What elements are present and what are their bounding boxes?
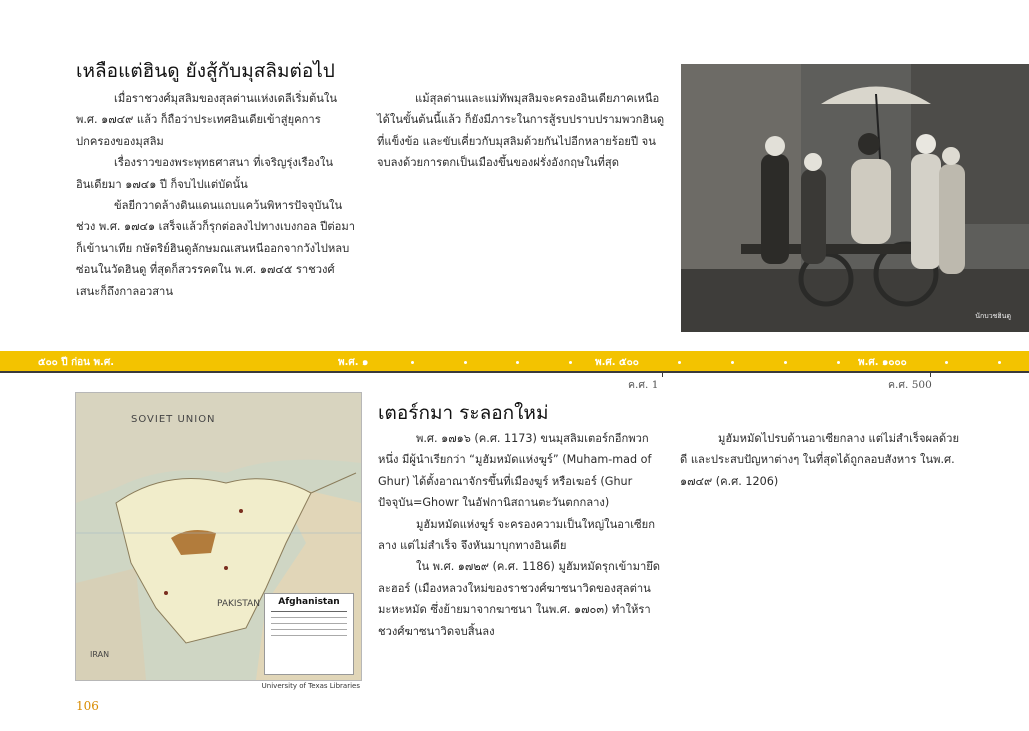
timeline-dot — [837, 361, 840, 364]
photo-caption: นักบวชฮินดู — [975, 312, 1011, 320]
paragraph: มูฮัมหมัดแห่งฆูร์ จะครองความเป็นใหญ่ในอาเซียกลาง แต่ไม่สำเร็จ จึงหันมาบุกทางอินเดีย — [378, 517, 655, 553]
map-iran-label: IRAN — [90, 650, 110, 659]
map-legend — [264, 593, 354, 675]
map-soviet-label: SOVIET UNION — [131, 414, 216, 425]
map-caption: University of Texas Libraries — [261, 682, 360, 690]
bottom-right-column — [680, 428, 960, 492]
timeline-dot — [569, 361, 572, 364]
timeline-dot — [678, 361, 681, 364]
timeline-dot — [945, 361, 948, 364]
paragraph: พ.ศ. ๑๗๑๖ (ค.ศ. 1173) ขนมุสลิมเตอร์กอีกพวกหนึ่ง มีผู้นำเรียกว่า “มูฮัมหมัดแห่งฆูร์” (Muham-mad of Ghur) ได้ตั้งอาณาจักรขึ้นที่เมืองฆูร์ หรือเฆอร์ (Ghur ปัจจุบัน=Ghowr ในอัฟกานิสถานตะวันตกกลาง) — [378, 432, 652, 510]
map-pakistan-label: PAKISTAN — [217, 599, 260, 609]
paragraph: เมื่อราชวงศ์มุสลิมของสุลต่านแห่งเดลีเริ่มต้นใน พ.ศ. ๑๗๔๙ แล้ว ก็ถือว่าประเทศอินเดียเข้าสู่ยุคการปกครองของมุสลิม — [76, 92, 338, 148]
ce-label-500: ค.ศ. 500 — [888, 379, 932, 391]
paragraph: แม้สุลต่านและแม่ทัพมุสลิมจะครองอินเดียภาคเหนือได้ในขั้นต้นนี้แล้ว ก็ยังมีภาระในการสู้รบปราบปรามพวกฮินดูที่แข็งข้อ และขับเคี่ยวกับมุสลิมด้วยกันไปอีกหลายร้อยปี จนจบลงด้วยการตกเป็นเมืองขึ้นของฝรั่งอังกฤษในที่สุด — [377, 92, 665, 170]
paragraph: เรื่องราวของพระพุทธศาสนา ที่เจริญรุ่งเรืองในอินเดียมา ๑๗๔๑ ปี ก็จบไปแต่บัดนั้น — [76, 156, 333, 191]
timeline-label-be1000: พ.ศ. ๑๐๐๐ — [858, 357, 907, 368]
timeline-dot — [411, 361, 414, 364]
hindu-priest-photo — [681, 64, 1029, 332]
top-left-column — [76, 88, 358, 302]
timeline-label-be1: พ.ศ. ๑ — [338, 357, 369, 368]
timeline-dot — [516, 361, 519, 364]
ce-label-1: ค.ศ. 1 — [628, 379, 659, 391]
afghanistan-map — [75, 392, 362, 681]
top-heading: เหลือแต่ฮินดู ยังสู้กับมุสลิมต่อไป — [76, 60, 335, 82]
timeline-label-be500: พ.ศ. ๕๐๐ — [595, 357, 639, 368]
timeline-tick-ce1 — [662, 371, 663, 377]
paragraph: ใน พ.ศ. ๑๗๒๙ (ค.ศ. 1186) มูฮัมหมัดรุกเข้ามายึดละฮอร์ (เมืองหลวงใหม่ของราชวงศ์ฆาซนาวิดของสุลต่านมะหะหมัด ซึ่งย้ายมาจากฆาซนา ในพ.ศ. ๑๗๐๓) ทำให้ราชวงศ์ฆาซนาวิดจบสิ้นลง — [378, 560, 661, 638]
timeline-dot — [998, 361, 1001, 364]
timeline-dot — [464, 361, 467, 364]
page-number: 106 — [76, 699, 99, 713]
map-legend-title: Afghanistan — [278, 597, 340, 607]
paragraph: มูฮัมหมัดไปรบด้านอาเซียกลาง แต่ไม่สำเร็จผลด้วยดี และประสบปัญหาต่างๆ ในที่สุดได้ถูกลอบสังหาร ในพ.ศ. ๑๗๔๙ (ค.ศ. 1206) — [680, 432, 960, 488]
timeline-rule — [0, 371, 1029, 373]
timeline-dot — [784, 361, 787, 364]
bottom-heading: เตอร์กมา ระลอกใหม่ — [378, 402, 549, 424]
paragraph: ข้ลยีกวาดล้างดินแดนแถบแคว้นพิหารปัจจุบันในช่วง พ.ศ. ๑๗๔๑ เสร็จแล้วก็รุกต่อลงไปทางเบงกอล ปีต่อมาก็เข้านาเทีย กษัตริย์ฮินดูลักษมณเสนหนีออกจากวังไปหลบซ่อนในวัดฮินดู ที่สุดก็สวรรคตใน พ.ศ. ๑๗๔๕ ราชวงศ์เสนะก็ถึงกาลอวสาน — [76, 199, 355, 298]
timeline-label-500bc: ๕๐๐ ปี ก่อน พ.ศ. — [38, 357, 115, 368]
photo-illustration — [681, 64, 1029, 332]
bottom-middle-column — [378, 428, 662, 642]
top-middle-column — [377, 88, 667, 174]
timeline-dot — [731, 361, 734, 364]
